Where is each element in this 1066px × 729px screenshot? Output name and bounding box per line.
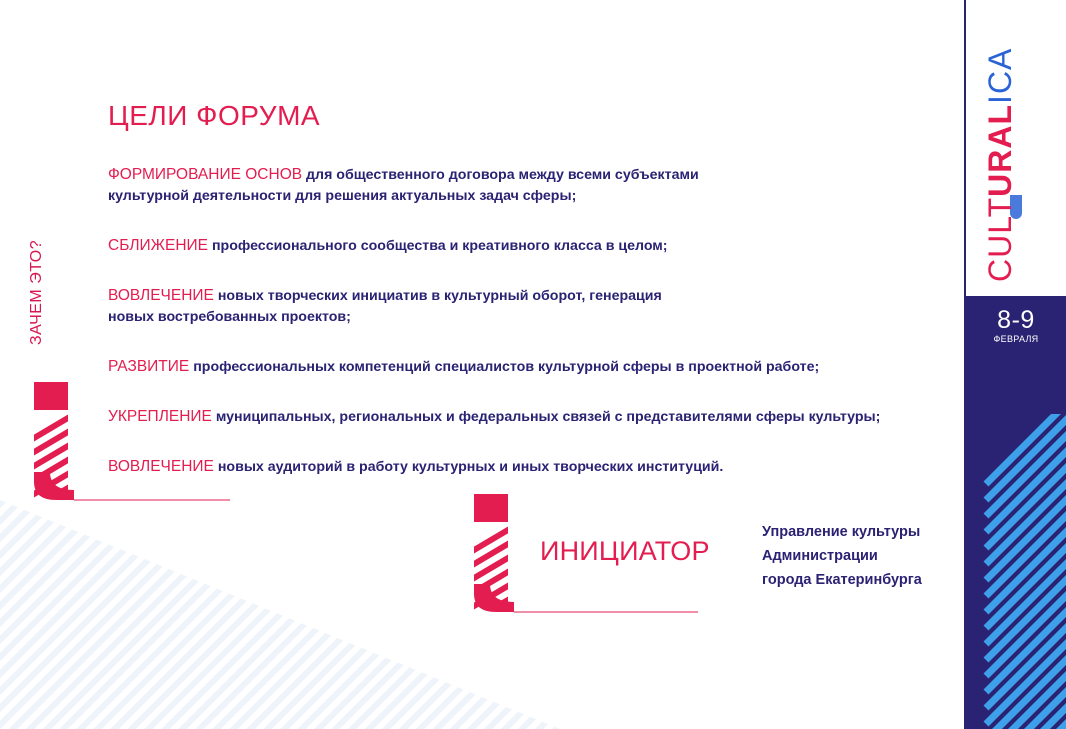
org-line: города Екатеринбурга: [762, 572, 922, 588]
event-dates: [966, 306, 1066, 344]
date-numbers: 8-9: [997, 306, 1035, 334]
sidebar-stripes: [966, 414, 1066, 729]
brand-part: CULT: [982, 196, 1018, 282]
goal-item: [108, 235, 948, 257]
org-line: Администрации: [762, 548, 878, 564]
date-sidebar: [966, 296, 1066, 729]
page-title: ЦЕЛИ ФОРУМА: [108, 100, 321, 131]
goal-text: муниципальных, региональных и федеральных связей с представителями сферы культуры;: [215, 409, 881, 425]
goal-keyword: ВОВЛЕЧЕНИЕ: [108, 287, 214, 304]
goal-text: профессиональных компетенций специалистов культурной сферы в проектной работе;: [193, 359, 820, 375]
goal-keyword: РАЗВИТИЕ: [108, 358, 190, 375]
side-question: ЗАЧЕМ ЭТО?: [28, 239, 45, 345]
goal-keyword: ФОРМИРОВАНИЕ ОСНОВ: [108, 166, 303, 183]
goal-item: [108, 456, 948, 478]
goal-item: [108, 406, 948, 428]
goal-text-continued: культурной деятельности для решения актуальных задач сферы;: [108, 188, 577, 204]
goal-keyword: УКРЕПЛЕНИЕ: [108, 408, 212, 425]
goal-item: [108, 164, 948, 207]
goal-text-continued: новых востребованных проектов;: [108, 309, 351, 325]
goal-text: новых аудиторий в работу культурных и иных творческих институций.: [217, 459, 724, 475]
date-month: ФЕВРАЛЯ: [993, 334, 1039, 344]
initiator-label: ИНИЦИАТОР: [540, 536, 710, 566]
goal-keyword: ВОВЛЕЧЕНИЕ: [108, 458, 214, 475]
org-line: Управление культуры: [762, 524, 921, 540]
brand-part: ICA: [982, 47, 1018, 104]
brand-logo: [982, 48, 1019, 282]
goal-item: [108, 285, 948, 328]
goal-item: [108, 356, 948, 378]
goal-text: новых творческих инициатив в культурный оборот, генерация: [217, 288, 662, 304]
brand-part: U: [982, 172, 1018, 197]
goals-list: [108, 164, 948, 506]
goal-keyword: СБЛИЖЕНИЕ: [108, 237, 209, 254]
goal-text: профессионального сообщества и креативного класса в целом;: [211, 238, 668, 254]
initiator-organization: [762, 520, 922, 592]
brand-part: RAL: [982, 103, 1018, 173]
goal-text: для общественного договора между всеми субъектами: [306, 167, 699, 183]
